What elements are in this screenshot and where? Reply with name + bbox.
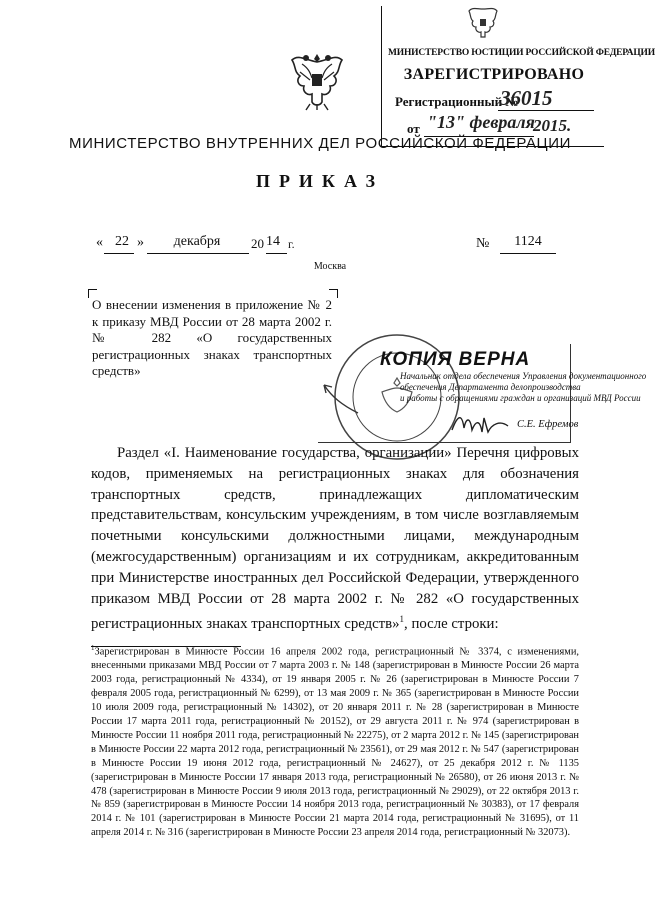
copy-stamp-line-1: Начальник отдела обеспечения Управления документационного	[400, 371, 647, 381]
copy-stamp-line-3: и работы с обращениями граждан и организаций МВД России	[400, 393, 641, 403]
registration-ministry: МИНИСТЕРСТВО ЮСТИЦИИ РОССИЙСКОЙ ФЕДЕРАЦИИ	[388, 48, 655, 58]
order-city: Москва	[313, 261, 347, 272]
order-month: декабря	[173, 234, 221, 249]
day-underline	[104, 253, 134, 254]
order-day: 22	[115, 234, 129, 249]
order-year-suffix: 14	[266, 234, 280, 249]
ministry-name: МИНИСТЕРСТВО ВНУТРЕННИХ ДЕЛ РОССИЙСКОЙ ФЕДЕРАЦИИ	[68, 135, 572, 152]
order-year-prefix: 20	[251, 236, 264, 251]
copy-stamp-title: КОПИЯ ВЕРНА	[380, 349, 531, 370]
footnote	[91, 642, 579, 840]
registration-title: ЗАРЕГИСТРИРОВАНО	[403, 66, 585, 83]
footnote-reference: 1	[399, 614, 405, 625]
paragraph-end: , после строки:	[404, 616, 499, 633]
registration-emblem-icon	[466, 6, 500, 40]
copy-stamp-signer: С.Е. Ефремов	[517, 419, 579, 430]
registration-number-underline	[498, 110, 594, 111]
order-number-underline	[500, 253, 556, 254]
registration-year: 2015.	[533, 116, 572, 135]
order-number-label: №	[476, 236, 490, 251]
stamp-arrow-icon	[318, 379, 378, 419]
paragraph-text: Раздел «I. Наименование государства, организации» Перечня цифровых кодов, применяемых на регистрационных знаках для обозначения транспортных средств, принадлежащих дипломатическим представительствам, консульским учреждениям, в том числе возглавляемым почетными консульскими должностными лицами, международным (межгосударственным) организациям и их сотрудникам, аккредитованным при Министерстве иностранных дел Российской Федерации, утвержденного приказом МВД России от 28 марта 2002 г. № 282 «О государственных регистрационных знаках транспортных средств»	[91, 445, 579, 633]
signature-icon	[450, 410, 510, 436]
order-year-unit: г.	[288, 237, 295, 251]
footnote-marker: 1	[91, 644, 95, 652]
date-quote-open: «	[96, 235, 103, 250]
registration-number: 36015	[500, 86, 553, 110]
date-quote-close: »	[137, 235, 144, 250]
registration-date-label: от	[407, 121, 420, 136]
year-underline	[266, 253, 287, 254]
copy-stamp-line-2: обеспечения Департамента делопроизводства	[400, 382, 581, 392]
registration-number-label: Регистрационный №	[395, 94, 519, 109]
state-emblem-icon	[288, 50, 346, 112]
month-underline	[147, 253, 249, 254]
order-number: 1124	[514, 234, 542, 249]
footnote-text: Зарегистрирован в Минюсте России 16 апреля 2002 года, регистрационный № 3374, с изменениями, внесенными приказами МВД России от 7 марта 2003 г. № 148 (зарегистрирован в Минюсте России 26 марта 2003 года, регистрационный № 4334), от 19 января 2005 г. № 26 (зарегистрирован в Минюсте России 7 февраля 2005 года, регистрационный № 6299), от 13 мая 2009 г. № 365 (зарегистрирован в Минюсте России 10 июля 2009 года, регистрационный № 14302), от 20 января 2011 г. № 28 (зарегистрирован в Минюсте России 17 марта 2011 года, регистрационный № 20152), от 29 августа 2011 г. № 974 (зарегистрирован в Минюсте России 11 ноября 2011 года, регистрационный № 22275), от 2 марта 2012 г. № 145 (зарегистрирован в Минюсте России 22 марта 2012 года, регистрационный № 23561), от 29 мая 2012 г. № 547 (зарегистрирован в Минюсте России 19 июня 2012 года, регистрационный № 24627), от 25 декабря 2012 г. № 1135 (зарегистрирован в Минюсте России 17 января 2013 года, регистрационный № 26580), от 26 июня 2013 г. № 478 (зарегистрирован в Минюсте России 9 июля 2013 года, регистрационный № 29029), от 22 октября 2013 г. № 859 (зарегистрирован в Минюсте России 14 ноября 2013 года, регистрационный № 30383), от 17 февраля 2014 г. № 101 (зарегистрирован в Минюсте России 21 марта 2014 года, регистрационный № 31695), от 11 апреля 2014 г. № 316 (зарегистрирован в Минюсте России 23 апреля 2014 года, регистрационный № 32073).	[91, 646, 579, 839]
registration-date: "13" февраля	[427, 112, 535, 132]
document-type-title: ПРИКАЗ	[255, 171, 385, 191]
main-paragraph	[91, 443, 579, 635]
order-subject: О внесении изменения в приложение № 2 к приказу МВД России от 28 марта 2002 г. № 282 «О государственных регистрационных знаках транспортных средств»	[92, 297, 332, 378]
